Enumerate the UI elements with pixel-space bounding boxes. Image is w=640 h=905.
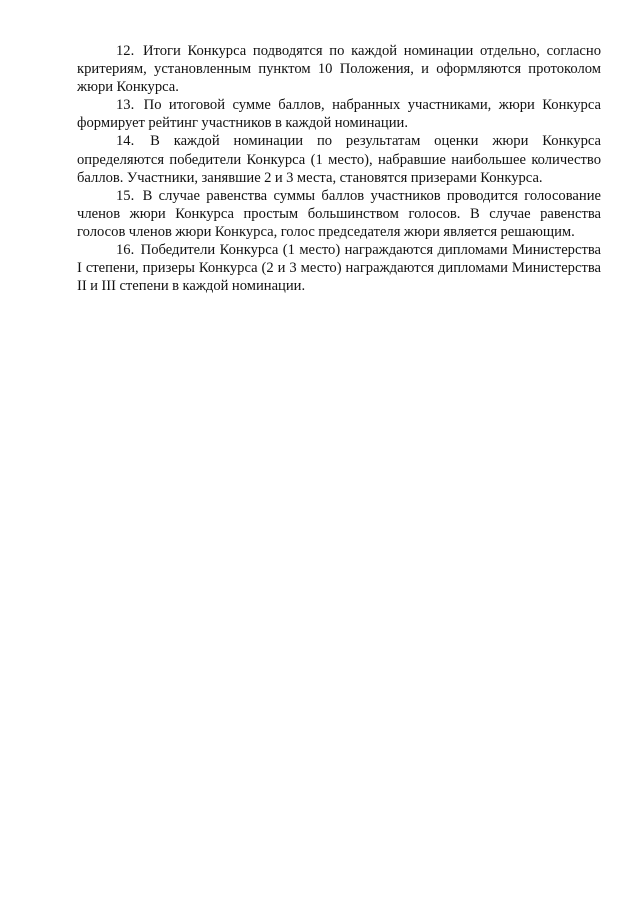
paragraph-number: 16.: [116, 242, 135, 259]
paragraph-13: [77, 96, 601, 132]
paragraph-number: 12.: [116, 43, 135, 59]
paragraph-text: По итоговой сумме баллов, набранных участниками, жюри Конкурса формирует рейтинг участников в каждой номинации.: [77, 97, 601, 132]
paragraph-number: 15.: [116, 187, 135, 204]
paragraph-text: В случае равенства суммы баллов участников проводится голосование членов жюри Конкурса простым большинством голосов. В случае равенства голосов членов жюри Конкурса, голос председателя жюри является решающим.: [77, 187, 602, 240]
paragraph-12: [77, 42, 601, 96]
paragraph-text: В каждой номинации по результатам оценки жюри Конкурса определяются победители Конкурса (1 место), набравшие наибольшее количество баллов. Участники, занявшие 2 и 3 места, становятся призерами Конкурса.: [77, 133, 601, 186]
paragraph-text: Победители Конкурса (1 место) награждаются дипломами Министерства I степени, призеры Конкурса (2 и 3 место) награждаются дипломами Министерства II и III степени в каждой номинации.: [77, 242, 602, 295]
paragraph-text: Итоги Конкурса подводятся по каждой номинации отдельно, согласно критериям, установленным пунктом 10 Положения, и оформляются протоколом жюри Конкурса.: [77, 43, 602, 96]
paragraph-number: 14.: [116, 133, 135, 150]
paragraph-15: [77, 187, 601, 241]
document-body: [77, 42, 601, 295]
paragraph-16: [77, 241, 601, 295]
paragraph-14: [77, 132, 601, 186]
paragraph-number: 13.: [116, 97, 135, 114]
